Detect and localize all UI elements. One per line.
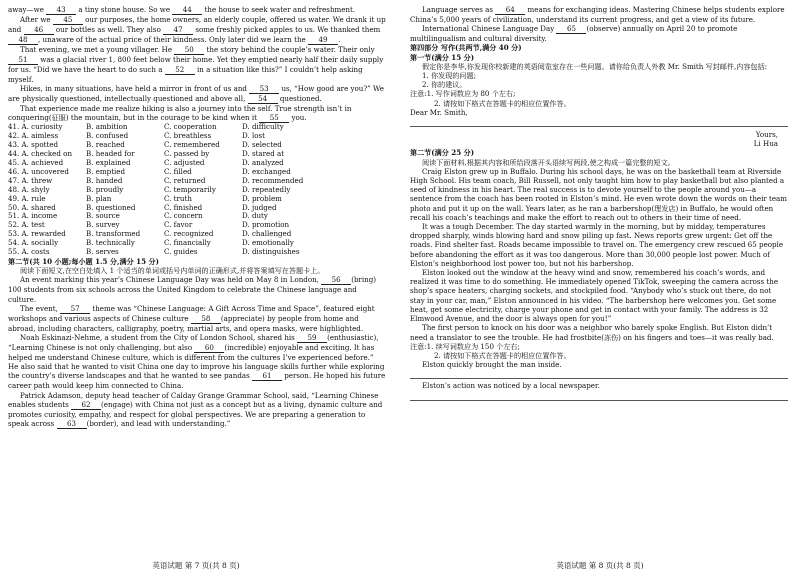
option-cell: B. headed for [86, 149, 135, 159]
blank-56: 56 [321, 276, 351, 285]
option-cell: 49. A. rule [8, 193, 46, 203]
option-cell: 45. A. achieved [8, 158, 64, 168]
option-cell: C. breathless [164, 131, 212, 141]
writing-1-point: 2. 你的建议。 [422, 80, 467, 90]
grammar-paragraph-5: Language serves as 64 means for exchanging ideas. Mastering Chinese helps students explore China’s 5,000 years of civilization, understand its current progress, and get a view of its future. [410, 5, 785, 24]
option-cell: 48. A. shyly [8, 184, 50, 194]
option-cell: C. financially [164, 238, 211, 248]
option-cell: D. analyzed [242, 158, 284, 168]
blank-59: 59 [297, 334, 327, 343]
letter-closing: Yours, [755, 130, 778, 140]
blank-48: 48 [8, 36, 38, 45]
option-cell: 55. A. costs [8, 247, 50, 257]
answer-line [410, 369, 788, 379]
blank-47: 47 [163, 26, 193, 35]
blank-46: 46 [24, 26, 54, 35]
option-cell: D. promotion [242, 220, 290, 230]
blank-65: 65 [556, 25, 586, 34]
option-cell: 53. A. rewarded [8, 229, 66, 239]
option-cell: C. favor [164, 220, 193, 230]
blank-54: 54 [248, 95, 278, 104]
option-cell: B. proudly [86, 184, 124, 194]
blank-57: 57 [60, 305, 90, 314]
writing-1-note: 2. 请按如下格式在答题卡的相应位置作答。 [434, 98, 571, 108]
blank-52: 52 [165, 66, 195, 75]
blank-58: 58 [191, 315, 221, 324]
cloze-paragraph-5: That experience made me realize hiking is also a journey into the self. True strength isn’t in conquering(征服) the mountain, but in the courage to be kind when it 55 you. [8, 104, 352, 123]
option-cell: B. handed [86, 175, 123, 185]
option-cell: B. survey [86, 220, 120, 230]
page-7-footer: 英语试题 第 7 页(共 8 页) [152, 561, 240, 570]
option-cell: B. transformed [86, 229, 141, 239]
blank-55: 55 [259, 114, 289, 123]
option-cell: B. confused [86, 131, 129, 141]
option-cell: 43. A. spotted [8, 140, 59, 150]
blank-61: 61 [252, 372, 282, 381]
cloze-paragraph-1: away—we 43 a tiny stone house. So we 44 the house to seek water and refreshment. [8, 5, 356, 14]
blank-60: 60 [194, 344, 224, 353]
writing-2-note: 注意:1. 续写词数应为 150 个左右; [410, 341, 520, 351]
option-cell: 46. A. uncovered [8, 166, 69, 176]
cloze-paragraph-3: That evening, we met a young villager. He 50 the story behind the couple’s water. Their only 51 was a glacial river 1, 800 feet below their home. Yet they emptied nearly half their daily supply for us. “Did we have the heart to do such a 52 in a situation like this?” I couldn’t help asking myself. [8, 45, 384, 84]
option-cell: C. adjusted [164, 158, 205, 168]
blank-62: 62 [71, 401, 101, 410]
option-cell: 51. A. income [8, 211, 58, 221]
blank-64: 64 [495, 6, 525, 15]
option-cell: B. reached [86, 140, 125, 150]
option-cell: 42. A. aimless [8, 131, 59, 141]
option-cell: 41. A. curiosity [8, 122, 63, 132]
option-cell: C. filled [164, 166, 192, 176]
section-2-instructions: 阅读下面短文,在空白处填入 1 个适当的单词或括号内单词的正确形式,并将答案填写在答题卡上。 [20, 266, 325, 276]
answer-options [8, 123, 386, 257]
blank-45: 45 [53, 16, 83, 25]
story-paragraph-3: Elston looked out the window at the heavy wind and snow, remembered his coach’s words, and realized it was time to do something. He immediately opened TikTok, sweeping the camera across the shop’s space heaters, charging sockets, and stockpiled food. “Anybody who’s stuck out there, do not stay in your car, man,” Elston announced in his video. “The barbershop here welcomes you. Get some heat, get some electricity, charge your phone and get in contact with your family. The address is 32 Elmwood Avenue, and the door is always open for you!” [410, 268, 779, 324]
story-paragraph-2: It was a tough December. The day started warmly in the morning, but by midday, temperatures dropped sharply, winds blowing hard and snow piling up fast. News reports grew urgent: Get off the roads. Find shelter fast. Roads became impossible to travel on. The emergency crew rescued 65 people before abandoning the effort as it was too dangerous. More than 30,000 people lost power. Much of Elston’s neighborhood lost power too, but not his barbershop. [410, 222, 784, 268]
grammar-paragraph-1: An event marking this year’s Chinese Language Day was held on May 8 in London, 56 (bring) 100 students from six schools across the United Kingdom to celebrate the Chinese language and culture. [8, 275, 377, 304]
letter-greeting: Dear Mr. Smith, [410, 107, 468, 117]
blank-49: 49 [308, 36, 338, 45]
page-8-footer: 英语试题 第 8 页(共 8 页) [556, 561, 644, 570]
option-cell: B. questioned [86, 202, 136, 212]
page-8 [404, 0, 796, 579]
option-cell: 47. A. threw [8, 175, 53, 185]
grammar-paragraph-6: International Chinese Language Day 65 (observe) annually on April 20 to promote multilingualism and cultural diversity. [410, 24, 738, 44]
option-cell: D. lost [242, 131, 265, 141]
option-cell: B. explained [86, 158, 131, 168]
option-cell: C. cooperation [164, 122, 217, 132]
grammar-paragraph-2: The event, 57 theme was “Chinese Language: A Gift Across Time and Space”, featured eight workshops and various aspects of Chinese culture 58 (appreciate) by people from home and abroad, including characters, calligraphy, poetry, martial arts, and opera masks, were highlighted. [8, 303, 375, 333]
option-cell: B. ambition [86, 122, 128, 132]
cloze-paragraph-4: Hikes, in many situations, have held a mirror in front of us and 53 us, “How good are you?” We are physically questioned, intellectually questioned and above all, 54 questioned. [8, 84, 384, 104]
part-4-title: 第四部分 写作(共两节,满分 40 分) [410, 43, 522, 53]
option-cell: D. exchanged [242, 166, 291, 176]
blank-63: 63 [57, 420, 87, 429]
story-paragraph-1: Craig Elston grew up in Buffalo. During his school days, he was on the basketball team at Riverside High School. His team coach, Bill Russell, not only taught him how to play basketball but also planted a seed of kindness in his heart. The real success is to devote yourself to the people around you—a sentence from the coach has been rooted in Elston’s mind. He even wrote down the words on their team photo and put it up on the wall. Years later, as he ran a barbershop(理发店) in Buffalo, he would often recall his coach’s teachings and make the effort to reach out to others in their time of need. [410, 166, 788, 222]
writing-2-note: 2. 请按如下格式在答题卡的相应位置作答。 [434, 350, 571, 360]
answer-line [410, 391, 788, 401]
option-cell: D. repeatedly [242, 184, 291, 194]
writing-1-note: 注意:1. 写作词数应为 80 个左右; [410, 89, 516, 99]
option-cell: D. difficulty [242, 122, 284, 132]
option-cell: C. temporarily [164, 184, 216, 194]
option-cell: C. passed by [164, 149, 210, 159]
section-2-title: 第二节(共 10 小题;每小题 1.5 分,满分 15 分) [8, 257, 159, 266]
continuation-start-1: Elston quickly brought the man inside. [422, 360, 562, 370]
writing-1-title: 第一节(满分 15 分) [410, 52, 475, 62]
option-cell: 50. A. shared [8, 202, 56, 212]
option-cell: C. recognized [164, 229, 214, 239]
continuation-start-2: Elston’s action was noticed by a local newspaper. [422, 381, 600, 391]
blank-43: 43 [46, 6, 76, 15]
right-column [410, 5, 788, 401]
option-cell: D. selected [242, 140, 282, 150]
option-cell: D. stared at [242, 149, 285, 159]
option-cell: C. truth [164, 193, 192, 203]
option-cell: B. serves [86, 247, 119, 257]
grammar-paragraph-4: Patrick Adamson, deputy head teacher of Calday Grange Grammar School, said, “Learning Chinese enables students 62 (engage) with China not just as a concept but as a living, dynamic culture and promotes curiosity, empathy, and respect for global perspectives. We are preparing a generation to speak across 63 (border), and lead with understanding.” [8, 390, 383, 429]
option-cell: D. duty [242, 211, 268, 221]
option-cell: B. source [86, 211, 120, 221]
writing-1-instructions: 假定你是李华,你发现你校新建的英语阅览室存在一些问题。请你给负责人外教 Mr. Smith 写封邮件,内容包括: [422, 61, 768, 71]
option-cell: C. guides [164, 247, 198, 257]
blank-53: 53 [249, 85, 279, 94]
option-cell: D. distinguishes [242, 247, 300, 257]
page-7 [0, 0, 392, 579]
writing-1-point: 1. 你发现的问题; [422, 71, 476, 81]
blank-51: 51 [8, 56, 38, 65]
blank-44: 44 [172, 6, 202, 15]
option-cell: B. technically [86, 238, 135, 248]
option-cell: 52. A. test [8, 220, 45, 230]
option-cell: B. emptied [86, 166, 126, 176]
option-cell: 44. A. checked on [8, 149, 73, 159]
letter-signature: Li Hua [753, 139, 778, 149]
option-cell: C. finished [164, 202, 203, 212]
option-cell: 54. A. socially [8, 238, 59, 248]
left-column [8, 5, 386, 429]
writing-2-title: 第二节(满分 25 分) [410, 148, 475, 158]
writing-2-instructions: 阅读下面材料,根据其内容和所给段落开头语续写两段,使之构成一篇完整的短文。 [422, 157, 675, 167]
story-paragraph-4: The first person to knock on his door was a neighbor who barely spoke English. But Elston didn’t need a translator to see the trouble. He had frostbite(冻伤) on his fingers and toes—it was really bad. [410, 323, 774, 342]
option-cell: D. judged [242, 202, 277, 212]
option-cell: D. recommended [242, 175, 304, 185]
option-cell: C. remembered [164, 140, 220, 150]
grammar-paragraph-3: Noah Eskinazi-Nehme, a student from the City of London School, shared his 59 (enthusiastic), “Learning Chinese is not only challenging, but also 60 (incredible) enjoyable and exciting. It has helped me understand Chinese culture, which is different from the cultures I’ve experienced before.” He also said that he wanted to visit China one day to improve his language skills further while exploring the country’s diverse landscapes and that he wanted to see pandas 61 person. He hoped his future career path would keep him connected to China. [8, 333, 386, 391]
option-cell: B. plan [86, 193, 112, 203]
option-cell: C. returned [164, 175, 206, 185]
answer-line [410, 117, 788, 127]
option-cell: D. emotionally [242, 238, 294, 248]
option-cell: D. problem [242, 193, 282, 203]
blank-50: 50 [174, 46, 204, 55]
cloze-paragraph-2: After we 45 our purposes, the home owners, an elderly couple, offered us water. We drank it up and 46 our bottles as well. They also 47 some freshly picked apples to us. We thanked them 48 , unaware of the actual price of their kindness. Only later did we learn the 49 . [8, 15, 386, 44]
option-cell: C. concern [164, 211, 203, 221]
option-cell: D. challenged [242, 229, 292, 239]
